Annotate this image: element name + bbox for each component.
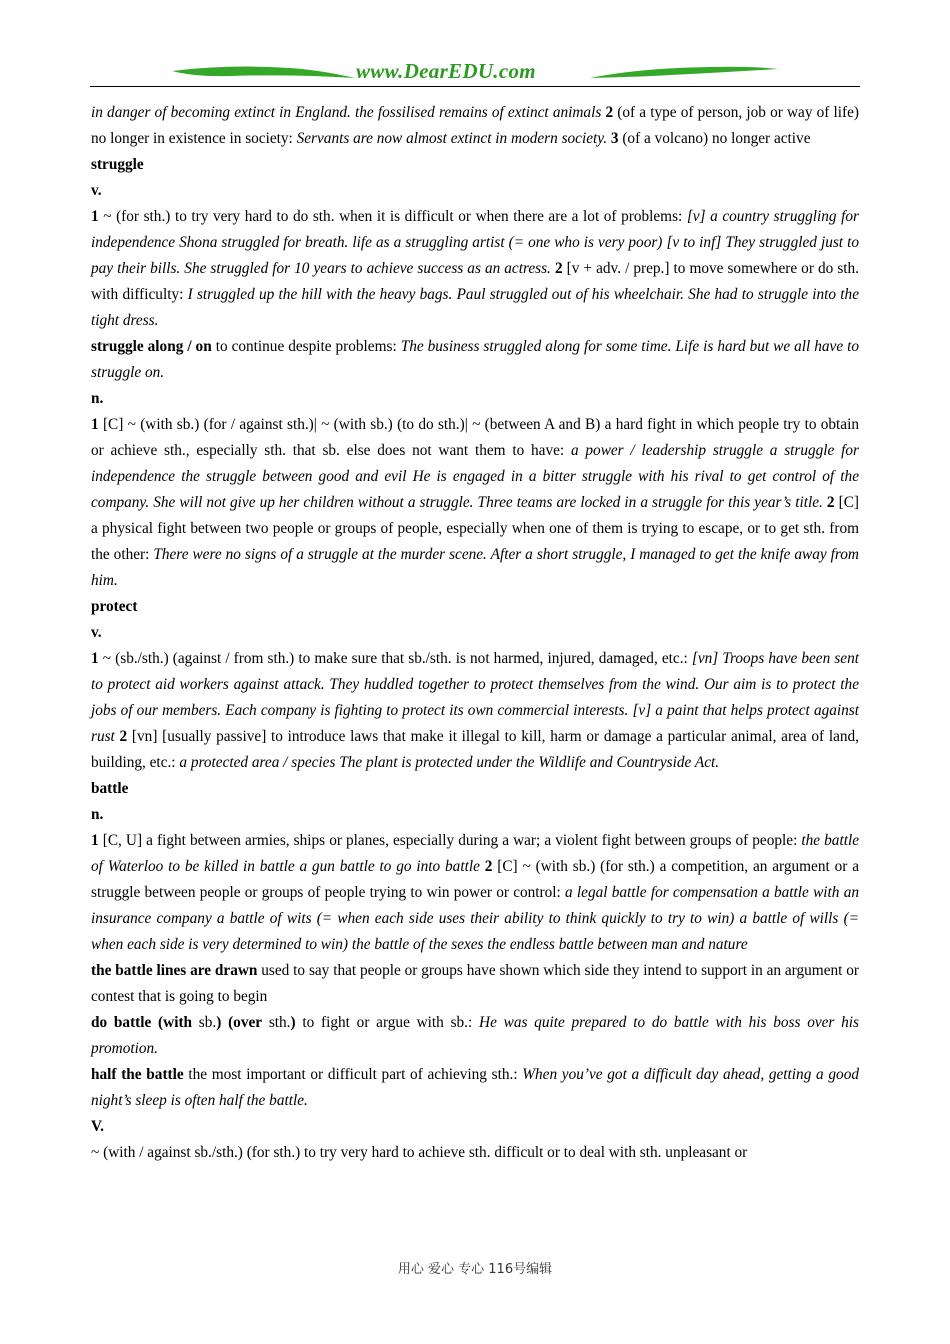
entry-paragraph [91, 152, 859, 178]
bold-text: 3 [610, 130, 619, 147]
site-logo-text: www.DearEDU.com [356, 59, 536, 83]
definition-text: [v + adv. / prep.] to move somewhere or do sth. with difficulty: [91, 260, 859, 303]
definition-text: [C, U] a fight between armies, ships or planes, especially during a war; a violent fight between groups of people: [98, 832, 802, 849]
bold-text: 1 [91, 650, 99, 667]
bold-text: v. [91, 624, 102, 641]
definition-text: ~ (sb./sth.) (against / from sth.) to make sure that sb./sth. is not harmed, injured, damaged, etc.: [98, 650, 692, 667]
entry-paragraph [91, 178, 859, 204]
example-text: a power / leadership struggle a struggle for independence the struggle between good and evil He is engaged in a bitter struggle with his rival to get control of the company. She will not give up her children without a struggle. Three teams are locked in a struggle for this year’s title. [91, 442, 859, 511]
definition-text: (of a type of person, job or way of life) no longer in existence in society: [91, 104, 860, 147]
example-text: I struggled up the hill with the heavy bags. Paul struggled out of his wheelchair. She had to struggle into the tight dress. [91, 286, 859, 329]
entry-paragraph [91, 204, 859, 334]
definition-text: sb. [192, 1014, 217, 1031]
entry-paragraph [91, 412, 859, 594]
bold-text: 2 [119, 728, 128, 745]
entry-paragraph [91, 386, 859, 412]
entry-paragraph [91, 1140, 859, 1166]
bold-text: v. [91, 182, 102, 199]
bold-text: the battle lines are drawn [91, 962, 258, 979]
header-divider [90, 86, 860, 87]
definition-text: sth. [262, 1014, 291, 1031]
entry-paragraph [91, 828, 859, 958]
bold-text: n. [91, 390, 104, 407]
bold-text: protect [91, 598, 138, 615]
example-text: a protected area / species The plant is protected under the Wildlife and Countryside Act. [179, 754, 720, 771]
bold-text: 2 [605, 104, 614, 121]
definition-text: ~ (with / against sb./sth.) (for sth.) to try very hard to achieve sth. difficult or to deal with sth. unpleasant or [91, 1144, 748, 1161]
definition-text: used to say that people or groups have shown which side they intend to support in an argument or contest that is going to begin [91, 962, 859, 1005]
example-text: [v] a country struggling for independence Shona struggled for breath. life as a struggling artist (= one who is very poor) [v to inf] They struggled just to pay their bills. She struggled for 10 years to achieve success as an actress. [91, 208, 859, 277]
example-text: There were no signs of a struggle at the murder scene. After a short struggle, I managed to get the knife away from him. [91, 546, 859, 589]
entry-paragraph [91, 776, 859, 802]
bold-text: 2 [484, 858, 493, 875]
bold-text: half the battle [91, 1066, 184, 1083]
definition-text: [C] ~ (with sb.) (for / against sth.)| ~ (with sb.) (to do sth.)| ~ (between A and B) a hard fight in which people try to obtain or achieve sth., especially sth. that sb. else does not want them to have: [91, 416, 859, 459]
definition-text: ~ (for sth.) to try very hard to do sth. when it is difficult or when there are a lot of problems: [98, 208, 687, 225]
bold-text: V. [91, 1118, 104, 1135]
bold-text: ) [290, 1014, 296, 1031]
bold-text: 1 [91, 208, 99, 225]
example-text: in danger of becoming extinct in England. the fossilised remains of extinct animals [91, 104, 602, 121]
entry-paragraph [91, 594, 859, 620]
entry-paragraph [91, 958, 859, 1010]
bold-text: 1 [91, 416, 99, 433]
bold-text: battle [91, 780, 129, 797]
definition-text: the most important or difficult part of achieving sth.: [183, 1066, 523, 1083]
bold-text: do battle (with [91, 1014, 193, 1031]
bold-text: struggle along / on [91, 338, 212, 355]
entry-paragraph [91, 334, 859, 386]
bold-text: 1 [91, 832, 99, 849]
entry-paragraph [91, 1114, 859, 1140]
example-text: He was quite prepared to do battle with his boss over his promotion. [91, 1014, 859, 1057]
example-text: [vn] Troops have been sent to protect aid workers against attack. They huddled together to protect themselves from the wind. Our aim is to protect the jobs of our members. Each company is fighting to protect its own commercial interests. [v] a paint that helps protect against rust [91, 650, 859, 745]
dictionary-entries [91, 100, 859, 1166]
bold-text: 2 [826, 494, 835, 511]
definition-text: to continue despite problems: [211, 338, 401, 355]
bold-text: ) (over [216, 1014, 263, 1031]
example-text: Servants are now almost extinct in modern society. [296, 130, 608, 147]
page-footer: 用心 爱心 专心 116号编辑 [397, 1262, 553, 1277]
bold-text: struggle [91, 156, 144, 173]
bold-text: 2 [554, 260, 563, 277]
entry-paragraph [91, 646, 859, 776]
example-text: a legal battle for compensation a battle with an insurance company a battle of wits (= when each side uses their ability to think quickly to try to win) a battle of wills (= when each side is very determined to win) the battle of the sexes the endless battle between man and nature [91, 884, 859, 953]
example-text: the battle of Waterloo to be killed in battle a gun battle to go into battle [91, 832, 859, 875]
example-text: The business struggled along for some time. Life is hard but we all have to struggle on. [91, 338, 860, 381]
entry-paragraph [91, 1010, 859, 1062]
entry-paragraph [91, 802, 859, 828]
example-text: When you’ve got a difficult day ahead, getting a good night’s sleep is often half the battle. [91, 1066, 859, 1109]
bold-text: n. [91, 806, 104, 823]
definition-text: to fight or argue with sb.: [295, 1014, 480, 1031]
definition-text: [vn] [usually passive] to introduce laws that make it illegal to kill, harm or damage a particular animal, area of land, building, etc.: [91, 728, 859, 771]
page-header [0, 58, 950, 88]
definition-text: [C] ~ (with sb.) (for sth.) a competition, an argument or a struggle between people or groups of people trying to win power or control: [91, 858, 859, 901]
definition-text: (of a volcano) no longer active [618, 130, 811, 147]
entry-paragraph [91, 100, 859, 152]
entry-paragraph [91, 620, 859, 646]
definition-text: [C] a physical fight between two people or groups of people, especially when one of them is trying to escape, or to get sth. from the other: [91, 494, 860, 563]
entry-paragraph [91, 1062, 859, 1114]
